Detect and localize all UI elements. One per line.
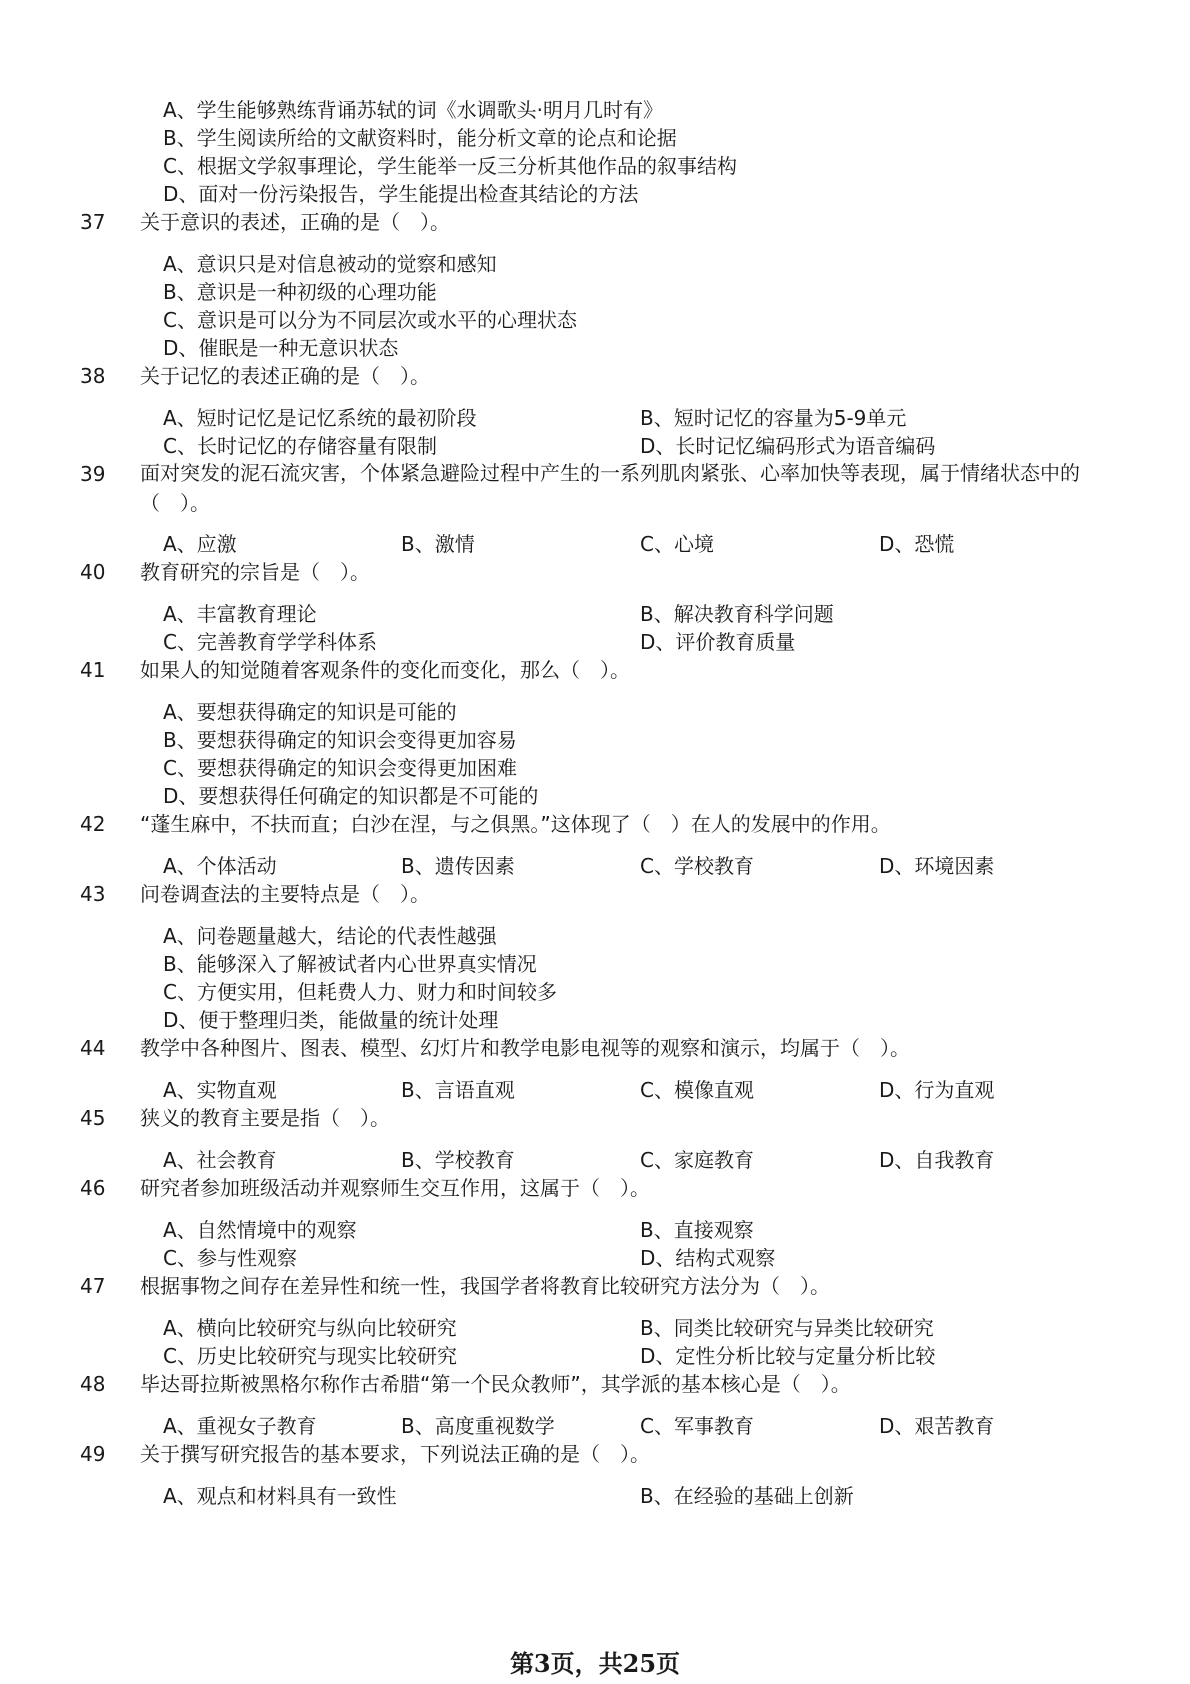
q46-option-c: C、参与性观察	[163, 1246, 297, 1270]
q36-option-d: D、面对一份污染报告，学生能提出检查其结论的方法	[163, 182, 639, 206]
q38-option-c: C、长时记忆的存储容量有限制	[163, 434, 437, 458]
q47-option-a: A、横向比较研究与纵向比较研究	[163, 1316, 457, 1340]
q48-option-d: D、艰苦教育	[879, 1414, 995, 1438]
q39-stem: 面对突发的泥石流灾害，个体紧急避险过程中产生的一系列肌肉紧张、心率加快等表现，属于情绪状态中的（ ）。	[140, 461, 1080, 515]
q48-stem: 毕达哥拉斯被黑格尔称作古希腊“第一个民众教师”，其学派的基本核心是（ ）。	[140, 1372, 851, 1396]
q40-option-b: B、解决教育科学问题	[640, 602, 834, 626]
q45-option-d: D、自我教育	[879, 1148, 995, 1172]
q38-option-d: D、长时记忆编码形式为语音编码	[640, 434, 936, 458]
q39-option-c: C、心境	[640, 532, 714, 556]
q41-option-d: D、要想获得任何确定的知识都是不可能的	[163, 784, 539, 808]
q42-option-b: B、遗传因素	[401, 854, 515, 878]
q42-number: 42	[80, 812, 106, 836]
q39-number: 39	[80, 462, 106, 486]
q37-option-c: C、意识是可以分为不同层次或水平的心理状态	[163, 308, 577, 332]
q40-stem: 教育研究的宗旨是（ ）。	[140, 560, 370, 584]
q49-stem: 关于撰写研究报告的基本要求，下列说法正确的是（ ）。	[140, 1442, 650, 1466]
q40-option-d: D、评价教育质量	[640, 630, 796, 654]
q47-number: 47	[80, 1274, 106, 1298]
q42-stem: “蓬生麻中，不扶而直；白沙在涅，与之俱黑。”这体现了（ ）在人的发展中的作用。	[140, 812, 891, 836]
q45-option-a: A、社会教育	[163, 1148, 277, 1172]
q36-option-b: B、学生阅读所给的文献资料时，能分析文章的论点和论据	[163, 126, 677, 150]
q43-stem: 问卷调查法的主要特点是（ ）。	[140, 882, 430, 906]
q40-option-c: C、完善教育学学科体系	[163, 630, 377, 654]
q46-option-a: A、自然情境中的观察	[163, 1218, 357, 1242]
q44-stem: 教学中各种图片、图表、模型、幻灯片和教学电影电视等的观察和演示，均属于（ ）。	[140, 1036, 910, 1060]
q45-stem: 狭义的教育主要是指（ ）。	[140, 1106, 390, 1130]
q46-option-d: D、结构式观察	[640, 1246, 776, 1270]
q44-option-a: A、实物直观	[163, 1078, 277, 1102]
q37-option-b: B、意识是一种初级的心理功能	[163, 280, 437, 304]
q40-option-a: A、丰富教育理论	[163, 602, 317, 626]
q42-option-d: D、环境因素	[879, 854, 995, 878]
q47-option-d: D、定性分析比较与定量分析比较	[640, 1344, 936, 1368]
q48-option-b: B、高度重视数学	[401, 1414, 555, 1438]
q41-stem: 如果人的知觉随着客观条件的变化而变化，那么（ ）。	[140, 658, 630, 682]
q46-stem: 研究者参加班级活动并观察师生交互作用，这属于（ ）。	[140, 1176, 650, 1200]
q44-option-c: C、模像直观	[640, 1078, 754, 1102]
q37-option-a: A、意识只是对信息被动的觉察和感知	[163, 252, 497, 276]
page-number-footer: 第3页，共25页	[509, 1649, 681, 1678]
q41-option-b: B、要想获得确定的知识会变得更加容易	[163, 728, 517, 752]
q38-option-b: B、短时记忆的容量为5-9单元	[640, 406, 907, 430]
q41-option-a: A、要想获得确定的知识是可能的	[163, 700, 457, 724]
q46-option-b: B、直接观察	[640, 1218, 754, 1242]
q37-stem: 关于意识的表述，正确的是（ ）。	[140, 210, 450, 234]
q39-option-b: B、激情	[401, 532, 475, 556]
q45-number: 45	[80, 1106, 106, 1130]
q48-number: 48	[80, 1372, 106, 1396]
q45-option-c: C、家庭教育	[640, 1148, 754, 1172]
q38-number: 38	[80, 364, 106, 388]
q44-option-b: B、言语直观	[401, 1078, 515, 1102]
q39-option-a: A、应激	[163, 532, 237, 556]
q43-option-d: D、便于整理归类，能做量的统计处理	[163, 1008, 499, 1032]
q40-number: 40	[80, 560, 106, 584]
q38-option-a: A、短时记忆是记忆系统的最初阶段	[163, 406, 477, 430]
q45-option-b: B、学校教育	[401, 1148, 515, 1172]
q38-stem: 关于记忆的表述正确的是（ ）。	[140, 364, 430, 388]
q49-number: 49	[80, 1442, 106, 1466]
q49-option-b: B、在经验的基础上创新	[640, 1484, 854, 1508]
q39-option-d: D、恐慌	[879, 532, 955, 556]
q37-number: 37	[80, 210, 106, 234]
q43-option-b: B、能够深入了解被试者内心世界真实情况	[163, 952, 537, 976]
q44-option-d: D、行为直观	[879, 1078, 995, 1102]
q47-stem: 根据事物之间存在差异性和统一性，我国学者将教育比较研究方法分为（ ）。	[140, 1274, 830, 1298]
q41-option-c: C、要想获得确定的知识会变得更加困难	[163, 756, 517, 780]
q48-option-c: C、军事教育	[640, 1414, 754, 1438]
q36-option-a: A、学生能够熟练背诵苏轼的词《水调歌头·明月几时有》	[163, 98, 664, 122]
q43-option-c: C、方便实用，但耗费人力、财力和时间较多	[163, 980, 557, 1004]
q46-number: 46	[80, 1176, 106, 1200]
q44-number: 44	[80, 1036, 106, 1060]
q36-option-c: C、根据文学叙事理论，学生能举一反三分析其他作品的叙事结构	[163, 154, 737, 178]
q47-option-c: C、历史比较研究与现实比较研究	[163, 1344, 457, 1368]
q48-option-a: A、重视女子教育	[163, 1414, 317, 1438]
q47-option-b: B、同类比较研究与异类比较研究	[640, 1316, 934, 1340]
q42-option-a: A、个体活动	[163, 854, 277, 878]
q43-option-a: A、问卷题量越大，结论的代表性越强	[163, 924, 497, 948]
q43-number: 43	[80, 882, 106, 906]
q49-option-a: A、观点和材料具有一致性	[163, 1484, 397, 1508]
q42-option-c: C、学校教育	[640, 854, 754, 878]
q41-number: 41	[80, 658, 106, 682]
q37-option-d: D、催眠是一种无意识状态	[163, 336, 399, 360]
